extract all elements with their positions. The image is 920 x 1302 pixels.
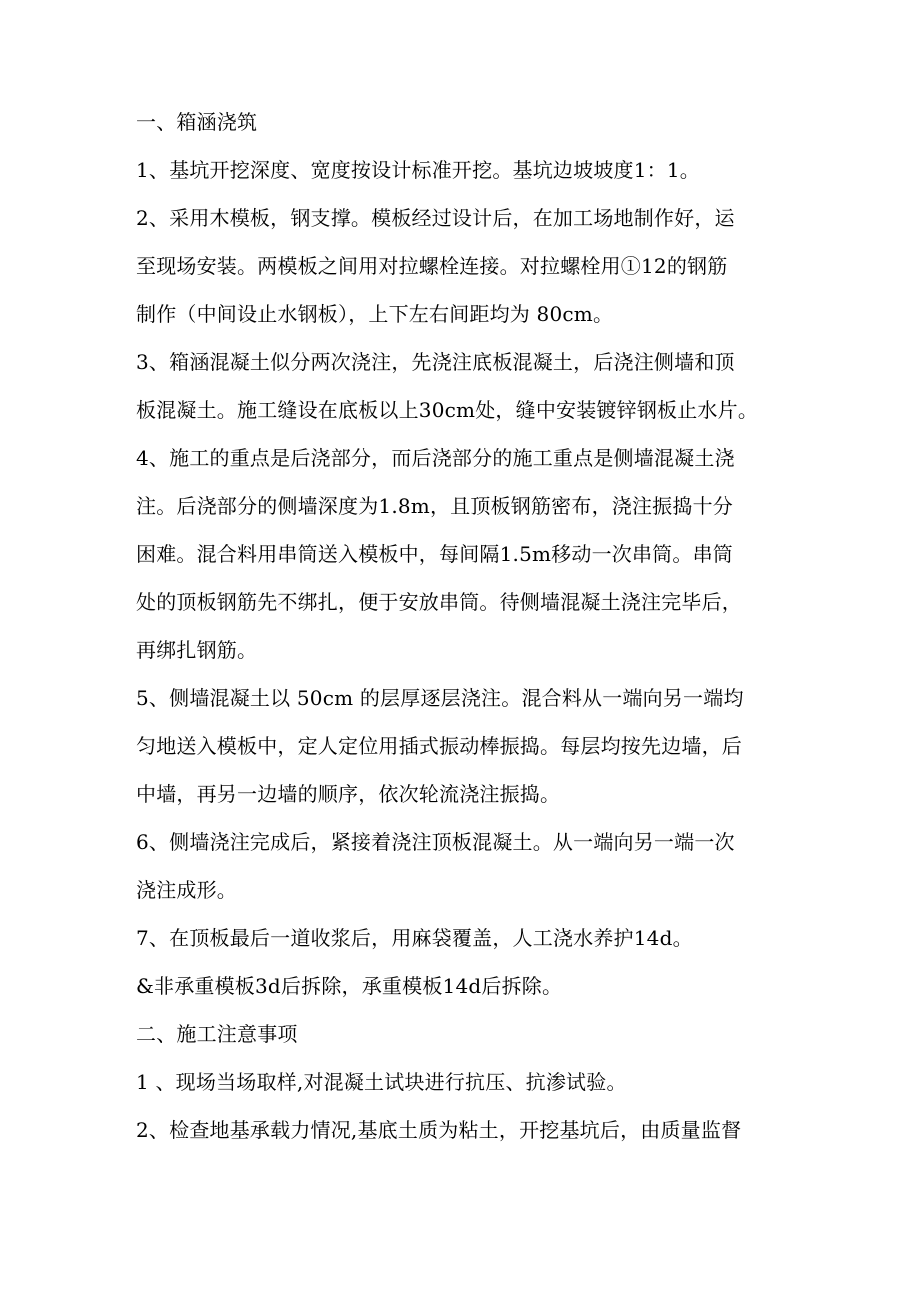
paragraph-line: 2、检查地基承载力情况,基底土质为粘土，开挖基坑后，由质量监督 [136,1118,742,1142]
paragraph-line: 4、施工的重点是后浇部分，而后浇部分的施工重点是侧墙混凝土浇 [136,446,735,470]
paragraph-line: 注。后浇部分的侧墙深度为1.8m，且顶板钢筋密布，浇注振捣十分 [136,494,733,518]
paragraph-line: 板混凝土。施工缝设在底板以上30cm处，缝中安装镀锌钢板止水片。 [136,398,759,422]
paragraph-line: 制作（中间设止水钢板），上下左右间距均为 80cm。 [136,302,614,326]
section-heading-construction-notes: 二、施工注意事项 [136,1022,298,1046]
paragraph-line: 3、箱涵混凝土似分两次浇注，先浇注底板混凝土，后浇注侧墙和顶 [136,350,735,374]
paragraph-line: 浇注成形。 [136,878,237,902]
paragraph-line: 困难。混合料用串筒送入模板中，每间隔1.5m移动一次串筒。串筒 [136,542,733,566]
section-heading-box-culvert-pouring: 一、箱涵浇筑 [136,110,258,134]
paragraph-line: 至现场安装。两模板之间用对拉螺栓连接。对拉螺栓用①12的钢筋 [136,254,728,278]
paragraph-line: 5、侧墙混凝土以 50cm 的层厚逐层浇注。混合料从一端向另一端均 [136,686,744,710]
paragraph-line: 处的顶板钢筋先不绑扎，便于安放串筒。待侧墙混凝土浇注完毕后， [136,590,742,614]
paragraph-line: 再绑扎钢筋。 [136,638,258,662]
paragraph-line: 1、基坑开挖深度、宽度按设计标准开挖。基坑边坡坡度1：1。 [136,158,700,182]
paragraph-line: 6、侧墙浇注完成后，紧接着浇注顶板混凝土。从一端向另一端一次 [136,830,735,854]
paragraph-line: 7、在顶板最后一道收浆后，用麻袋覆盖，人工浇水养护14d。 [136,926,693,950]
paragraph-line: 2、采用木模板，钢支撑。模板经过设计后，在加工场地制作好，运 [136,206,735,230]
paragraph-line: 1 、现场当场取样,对混凝土试块进行抗压、抗渗试验。 [136,1070,627,1094]
paragraph-line: 匀地送入模板中，定人定位用插式振动棒振捣。每层均按先边墙，后 [136,734,742,758]
paragraph-line: 中墙，再另一边墙的顺序，依次轮流浇注振捣。 [136,782,561,806]
paragraph-line: &非承重模板3d后拆除，承重模板14d后拆除。 [136,974,563,998]
